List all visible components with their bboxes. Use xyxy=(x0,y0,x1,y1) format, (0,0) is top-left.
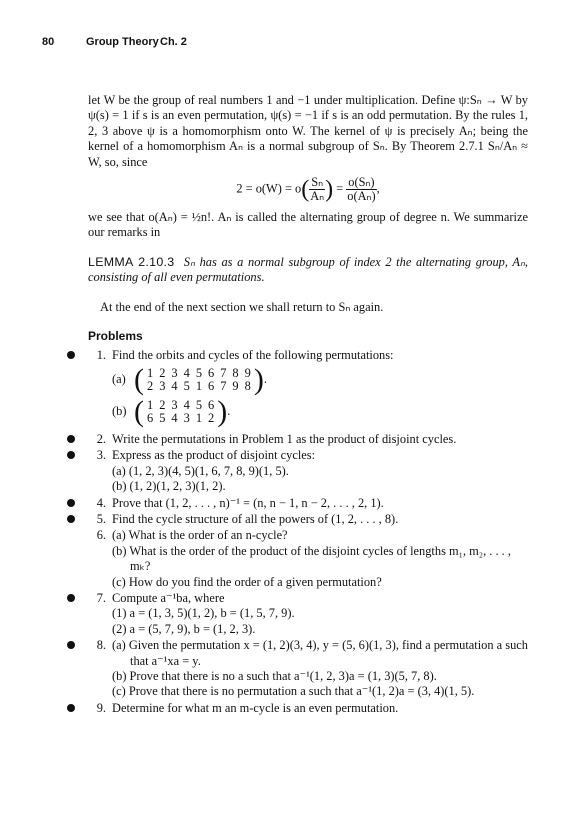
lemma-label: LEMMA 2.10.3 xyxy=(88,254,175,269)
period: . xyxy=(227,404,231,419)
problem-4 xyxy=(88,496,528,511)
eq-end: , xyxy=(376,181,380,196)
bullet-dot xyxy=(67,499,75,507)
perm-entry: 8 xyxy=(244,378,251,393)
perm-entry: 2 xyxy=(208,410,215,425)
perm-entry: 4 xyxy=(171,378,178,393)
perm-entry: 5 xyxy=(183,378,190,393)
perm-entry: 4 xyxy=(183,365,190,380)
bullet-dot xyxy=(67,435,75,443)
fraction-quotient xyxy=(309,176,325,203)
perm-label: (a) xyxy=(112,372,126,387)
perm-entry: 7 xyxy=(220,378,227,393)
problem-number: 1. xyxy=(96,348,106,363)
perm-entry: 4 xyxy=(183,397,190,412)
frac2-den: o(Aₙ) xyxy=(347,189,376,204)
problem-part: (a) Given the permutation x = (1, 2)(3, 4), y = (5, 6)(1, 3), find a permutation a such that a⁻¹xa = y. xyxy=(112,638,528,668)
perm-entry: 1 xyxy=(195,410,203,425)
bracket-open: ( xyxy=(134,394,144,428)
book-title: Group Theory xyxy=(86,36,159,48)
problems-heading: Problems xyxy=(88,329,143,344)
bullet-dot xyxy=(67,704,75,712)
perm-table-a xyxy=(144,367,254,393)
problem-8 xyxy=(88,638,528,700)
problem-number: 6. xyxy=(96,528,106,543)
problem-part: (c) Prove that there is no permutation a such that a⁻¹(1, 2)a = (3, 4)(1, 5). xyxy=(112,684,475,699)
problem-1 xyxy=(88,348,528,363)
chapter-label: Ch. 2 xyxy=(160,36,187,48)
perm-entry: 6 xyxy=(208,378,215,393)
problem-text: Prove that (1, 2, . . . , n)⁻¹ = (n, n − 1, n − 2, . . . , 2, 1). xyxy=(112,495,384,510)
problem-6 xyxy=(88,528,528,590)
problem-number: 3. xyxy=(96,448,106,463)
perm-table-b xyxy=(144,399,217,425)
problem-part: (b) What is the order of the product of the disjoint cycles of lengths m₁, m₂, . . . , mₖ? xyxy=(112,543,511,574)
bullet-dot xyxy=(67,641,75,649)
problem-part: (a) What is the order of an n-cycle? xyxy=(112,528,288,543)
problem-number: 2. xyxy=(96,431,106,446)
problem-part: (b) Prove that there is no a such that a⁻¹(1, 2, 3)a = (1, 3)(5, 7, 8). xyxy=(112,668,437,683)
fraction-orders xyxy=(346,176,376,203)
page-body xyxy=(88,93,528,716)
permutation-b xyxy=(112,396,528,428)
problem-text: Determine for what m an m-cycle is an even permutation. xyxy=(112,700,399,715)
perm-entry: 9 xyxy=(244,365,251,380)
problem-text: Express as the product of disjoint cycles: xyxy=(112,448,316,463)
perm-entry: 2 xyxy=(159,365,166,380)
permutation-a xyxy=(112,364,528,396)
bracket-close: ) xyxy=(253,362,264,396)
bullet-dot xyxy=(67,451,75,459)
perm-entry: 3 xyxy=(159,378,166,393)
perm-entry: 7 xyxy=(220,365,227,380)
problem-number: 4. xyxy=(96,495,106,510)
problem-number: 8. xyxy=(96,638,106,653)
problem-text: Compute a⁻¹ba, where xyxy=(112,590,225,605)
bracket-close: ) xyxy=(217,394,228,428)
frac2-num: o(Sₙ) xyxy=(348,175,375,190)
perm-entry: 5 xyxy=(195,365,203,380)
perm-entry: 9 xyxy=(232,378,239,393)
problem-text: Find the cycle structure of all the powers of (1, 2, . . . , 8). xyxy=(112,511,399,526)
problem-number: 9. xyxy=(96,700,106,715)
paren-close: ) xyxy=(325,176,334,203)
page-number: 80 xyxy=(42,36,55,48)
frac1-den: Aₙ xyxy=(310,189,325,204)
perm-entry: 6 xyxy=(147,410,154,425)
problem-part: (a) (1, 2, 3)(4, 5)(1, 6, 7, 8, 9)(1, 5). xyxy=(112,463,289,478)
perm-label: (b) xyxy=(112,404,127,419)
eq-left: 2 = o(W) = o xyxy=(236,181,302,196)
perm-entry: 6 xyxy=(208,365,215,380)
perm-entry: 3 xyxy=(183,410,190,425)
problem-5 xyxy=(88,512,528,527)
paragraph-return: At the end of the next section we shall return to Sₙ again. xyxy=(100,299,384,314)
bullet-dot xyxy=(67,351,75,359)
perm-entry: 2 xyxy=(159,397,166,412)
bullet-dot xyxy=(67,515,75,523)
perm-entry: 1 xyxy=(147,365,154,380)
frac1-num: Sₙ xyxy=(311,175,324,190)
problem-part: (1) a = (1, 3, 5)(1, 2), b = (1, 5, 7, 9). xyxy=(112,606,295,621)
paragraph-homomorphism: let W be the group of real numbers 1 and −1 under multiplication. Define ψ:Sₙ → W by ψ(s) = 1 if s is an even permutation, ψ(s) = −1 if s is an odd permutation. By the rules 1, 2, 3 above ψ is a homomorphism onto W. The kernel of ψ is precisely Aₙ; being the kernel of a homomorphism Aₙ is a normal subgroup of Sₙ. By Theorem 2.7.1 Sₙ/Aₙ ≈ W, so, since xyxy=(88,93,528,169)
period: . xyxy=(263,372,267,387)
problem-7 xyxy=(88,591,528,637)
problem-number: 5. xyxy=(96,511,106,526)
paragraph-alternating: we see that o(Aₙ) = ½n!. Aₙ is called the alternating group of degree n. We summarize our remarks in xyxy=(88,210,528,240)
eq-mid: = xyxy=(336,181,344,196)
perm-entry: 6 xyxy=(208,397,215,412)
perm-entry: 2 xyxy=(147,378,154,393)
bracket-open: ( xyxy=(134,362,144,396)
perm-entry: 4 xyxy=(171,410,178,425)
lemma-text: Sₙ has as a normal subgroup of index 2 the alternating group, Aₙ, consisting of all even permutations. xyxy=(88,254,529,285)
perm-entry: 3 xyxy=(171,365,178,380)
perm-entry: 1 xyxy=(147,397,154,412)
perm-entry: 8 xyxy=(232,365,239,380)
bullet-dot xyxy=(67,594,75,602)
equation-order xyxy=(88,176,528,206)
problem-number: 7. xyxy=(96,590,106,605)
paren-open: ( xyxy=(301,176,310,203)
problem-text: Find the orbits and cycles of the following permutations: xyxy=(112,348,394,363)
problem-part: (c) How do you find the order of a given permutation? xyxy=(112,574,382,589)
problem-part: (b) (1, 2)(1, 2, 3)(1, 2). xyxy=(112,479,226,494)
problem-3 xyxy=(88,448,528,494)
lemma xyxy=(88,255,528,286)
perm-entry: 5 xyxy=(195,397,203,412)
problem-part: (2) a = (5, 7, 9), b = (1, 2, 3). xyxy=(112,621,256,636)
problem-2 xyxy=(88,432,528,447)
perm-entry: 3 xyxy=(171,397,178,412)
perm-entry: 5 xyxy=(159,410,166,425)
problem-text: Write the permutations in Problem 1 as the product of disjoint cycles. xyxy=(112,431,457,446)
perm-entry: 1 xyxy=(195,378,203,393)
problem-9 xyxy=(88,701,528,716)
